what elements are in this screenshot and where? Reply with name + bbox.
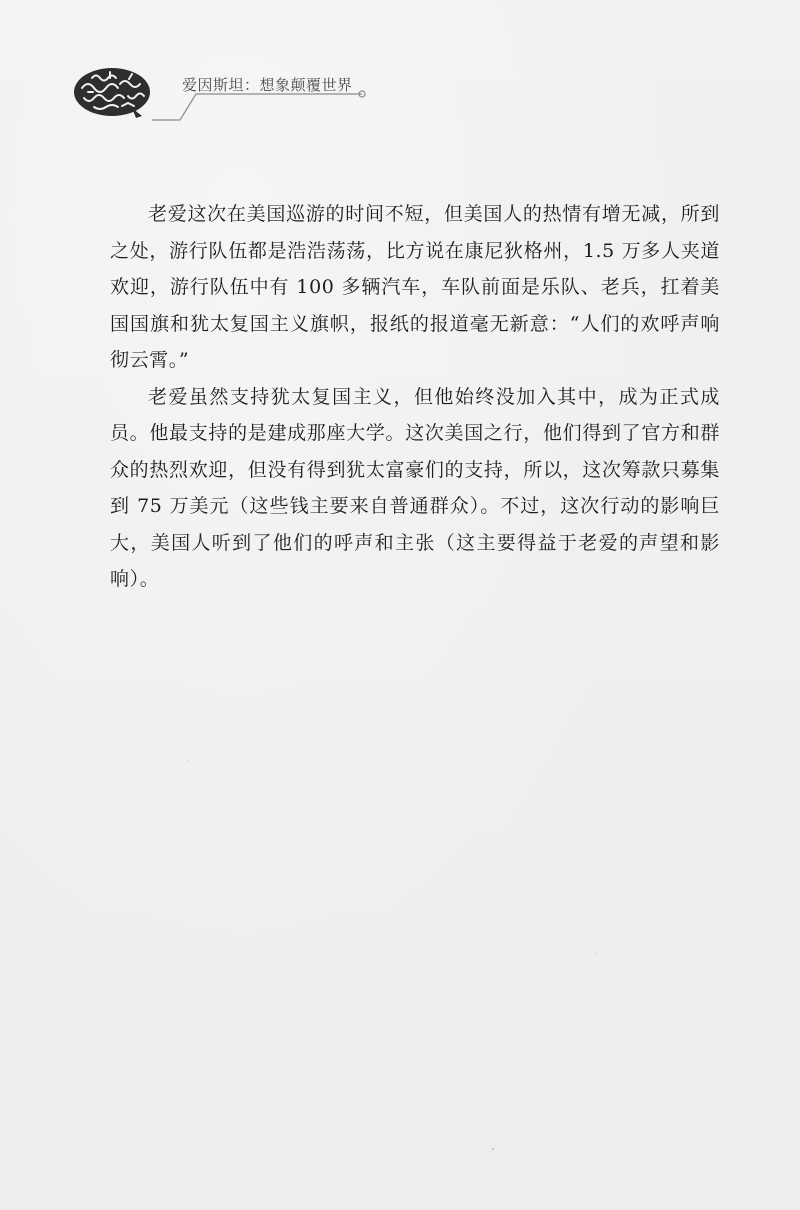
paper-speck — [188, 760, 189, 761]
paragraph: 老爱虽然支持犹太复国主义，但他始终没加入其中，成为正式成员。他最支持的是建成那座大学。这次美国之行，他们得到了官方和群众的热烈欢迎，但没有得到犹太富豪们的支持，所以，这次筹款只募集到 75 万美元（这些钱主要来自普通群众）。不过，这次行动的影响巨大，美国人听到了他们的呼声和主张（这主要得益于老爱的声望和影响）。 — [110, 385, 720, 590]
body-text — [110, 196, 720, 598]
paper-speck — [492, 1148, 494, 1150]
paragraph: 老爱这次在美国巡游的时间不短，但美国人的热情有增无减，所到之处，游行队伍都是浩浩荡荡，比方说在康尼狄格州，1.5 万多人夹道欢迎，游行队伍中有 100 多辆汽车，车队前面是乐队、老兵，扛着美国国旗和犹太复国主义旗帜，报纸的报道毫无新意：“人们的欢呼声响彻云霄。” — [110, 203, 720, 371]
running-title: 爱因斯坦：想象颠覆世界 — [182, 76, 353, 94]
paper-speck — [596, 952, 597, 953]
page-header — [70, 62, 370, 132]
brain-icon — [70, 62, 160, 122]
